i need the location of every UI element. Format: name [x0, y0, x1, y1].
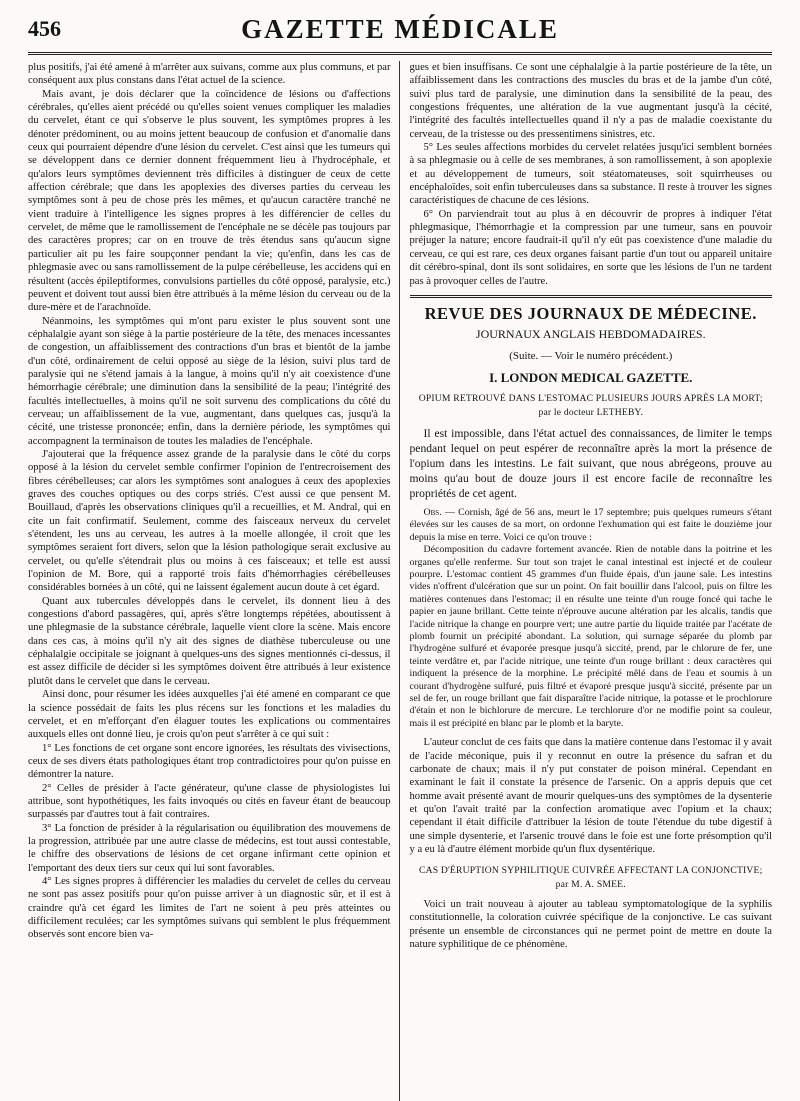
observation-label: Obs. [423, 506, 442, 518]
list-item: 4° Les signes propres à différencier les maladies du cervelet de celles du cerveau ne sont pas assez positifs pour qu'on puisse arriver à un diagnostic sûr, et il est à craindre qu'à cet égard les limites de l'art ne soient à peu près atteintes ou difficilement reculées; car les symptômes suivans qui semblent le plus fréquemment observés sont encore bien va- [28, 875, 391, 941]
article-author: par M. A. SMEE. [555, 878, 626, 890]
paragraph: Mais avant, je dois déclarer que la coïncidence de lésions ou d'affections cérébrales, qu'elles aient précédé ou qu'elles soient venues compliquer les maladies du cervelet, étant ce qui s'observe le plus souvent, les symptômes propres à les dénoter prédominent, ou au moins jettent beaucoup de confusion et d'anomalie dans ceux qui pourraient dépendre d'une lésion du cervelet. C'est ainsi que les tumeurs qui se développent dans ce dernier donnent fréquemment lieu à l'hydrocéphale, et qu'alors leurs symptômes deviennent très difficiles à distinguer de ceux de cette affection cérébrale; que dans les apoplexies des diverses parties du cerveau les symptômes sont à peu de chose près les mêmes, et qu'aucun caractère tranché ne vient traduire à l'intelligence les signes propres à les différencier de celles du cervelet, de même que le ramollissement de l'encéphale ne se décèle pas toujours par des caractères propres; car on en trouve de très étendus sans qu'aucun signe particulier ait pu les faire soupçonner pendant la vie; qu'enfin, dans les cas de phlegmasie avec ou sans ramollissement de la pulpe cérébelleuse, les accidens qui en résultent (accès épileptiformes, convulsions partielles du côté opposé, paralysie, etc.) peuvent et doivent tout aussi bien être attribués à la même lésion du cerveau ou de la dure-mère et de l'arachnoïde. [28, 88, 391, 314]
list-item: 2° Celles de présider à l'acte générateur, qu'une classe de physiologistes lui attribue, sont hypothétiques, les faits invoqués ou cités en faveur étant de beaucoup surpassés par d'autres tout à fait contraires. [28, 782, 391, 821]
paragraph: plus positifs, j'ai été amené à m'arrêter aux suivans, comme aux plus communs, et par conséquent aux plus constans dans l'état actuel de la science. [28, 62, 391, 87]
paragraph: gues et bien insuffisans. Ce sont une céphalalgie à la partie postérieure de la tête, un affaiblissement dans les contractions des muscles du bras et de la jambe d'un côté, suivi plus tard de paralysie, une diminution dans la sensibilité de la peau, des congestions fréquentes, une altération de la vue augmentant jusqu'à la cécité, l'intégrité des facultés intellectuelles quand il n'y a pas de maladie coexistante du cerveau, de la tristesse ou des pressentimens sinistres, etc. [409, 62, 772, 140]
page-number: 456 [28, 16, 61, 41]
article-intro: Voici un trait nouveau à ajouter au tableau symptomatologique de la syphilis constitutionnelle, la coloration cuivrée spécifique de la conjonctive. Le cas suivant présente un ensemble de circonstances qui ne permet point de mettre en doute la nature syphilitique de ce phénomène. [409, 899, 772, 951]
section-divider [410, 295, 773, 298]
section-subtitle: JOURNAUX ANGLAIS HEBDOMADAIRES. [475, 327, 706, 342]
page-header [28, 10, 772, 55]
journal-heading: I. LONDON MEDICAL GAZETTE. [489, 369, 693, 385]
observation-text: — Cornish, âgé de 56 ans, meurt le 17 septembre; puis quelques rumeurs s'étant élevées sur les causes de sa mort, on ordonne l'exhumation qui est faite le douzième jour depuis la mise en terre. Voici ce qu'on trouve : [409, 506, 772, 543]
article-title [410, 392, 773, 419]
list-item: 5° Les seules affections morbides du cervelet relatées jusqu'ici semblent bornées à sa phlegmasie ou à celle de ses membranes, à son ramollissement, à son apoplexie et au développement de tumeurs, soit stéatomateuses, soit squirrheuses ou encéphaloïdes, soit enfin tuberculeuses dans sa substance. Il reste à trouver les signes caractéristiques de chacune de ces lésions. [409, 142, 772, 207]
article-intro: Il est impossible, dans l'état actuel des connaissances, de limiter le temps pendant lequel on peut espérer de reconnaître après la mort la présence de l'opium dans les intestins. Le fait suivant, que nous abrégeons, prouve au moins qu'au bout de douze jours il est encore facile de reconnaître les propriétés de cet agent. [409, 426, 772, 500]
journal-title: GAZETTE MÉDICALE [241, 14, 559, 44]
suite-note: (Suite. — Voir le numéro précédent.) [509, 349, 673, 362]
section-title: REVUE DES JOURNAUX DE MÉDECINE. [424, 303, 757, 323]
list-item: 3° La fonction de présider à la régularisation ou équilibration des mouvemens de la progression, attribuée par une autre classe de médecins, est tout aussi contestable, le chiffre des observations de lésions de cet organe infirmant cette opinion et l'emportant des deux tiers sur ceux qui lui sont favorables. [28, 822, 391, 874]
article-title [410, 864, 773, 891]
observation-details: Décomposition du cadavre fortement avancée. Rien de notable dans la poitrine et les organes qu'elle renferme. Sur tout son trajet le canal intestinal est injecté et de couleur pourpre. L'estomac contient 45 grammes d'un fluide épais, d'un jaune sale. Les intestins vides n'offrent d'ulcération que sur un point. On fait bouillir dans l'alcool, puis on filtre les matières contenues dans l'estomac; il en résulte une teinte d'un rouge foncé qui tache le papier en jaune brillant. Cette teinte n'éprouve aucune altération par les alcalis, tandis que l'acide nitrique la change en pourpre vert; une autre partie du liquide traitée par l'acétate de plomb fournit un précipité abondant. La solution, qui surnage séparée du plomb par l'hydrogène sulfuré et évaporée presque jusqu'à siccité, prend, par le chlorure de fer, une teinte verdâtre et, par l'acide nitrique, une teinte d'un rouge brillant : deux caractères qui indiquent la présence de la morphine. Le précipité mêlé dans de l'eau et soumis à un courant d'hydrogène sulfuré, puis filtré et évaporé presque jusqu'à siccité, présente par un sel de fer, un rouge brillant que fait disparaître l'acide nitrique, la potasse et le prochlorure d'étain et non le bichlorure de mercure. Le terchlorure d'or ne modifie point sa couleur, mais il est précipité en blanc par le plomb et la baryte. [409, 544, 772, 729]
left-column [28, 61, 400, 1101]
article-author: par le docteur LETHEBY. [538, 406, 644, 418]
list-item: 1° Les fonctions de cet organe sont encore ignorées, les résultats des vivisections, ceux de ses divers états pathologiques étant trop contradictoires pour qu'on puisse en démontrer la nature. [28, 742, 391, 781]
paragraph: Néanmoins, les symptômes qui m'ont paru exister le plus souvent sont une céphalalgie ayant son siège à la partie postérieure de la tête, des menaces incessantes de congestion, un affaiblissement des contractions d'un bras et bientôt de la jambe d'un côté, ordinairement de celui opposé au siège de la lésion, suivi plus tard de paralysie qui ne s'étend jamais à la langue, à moins qu'il n'y ait coexistence d'une hémorrhagie cérébrale; une diminution dans la sensibilité de la peau; l'intégrité des facultés intellectuelles, à moins qu'il ne soit survenu des complications du côté du cerveau; un affaiblissement de la vue, augmentant, dans quelques cas, jusqu'à la cécité, une tristesse prononcée; enfin, dans la dernière période, les symptômes qui accompagnent la terminaison de toutes les maladies de l'encéphale. [28, 315, 391, 447]
paragraph: J'ajouterai que la fréquence assez grande de la paralysie dans le côté du corps opposé à la lésion du cervelet semble confirmer l'opinion de l'entrecroisement des fibres cérébelleuses; car alors les symptômes sont analogues à ceux des apoplexies graves des couches optiques ou des corps striés. C'est aussi ce que pensent M. Bouillaud, d'après les observations cliniques qu'il a recueillies, et M. Andral, qui en cite un fait confirmatif. Seulement, comme des faisceaux nerveux du cervelet s'étendent, les uns au cerveau, les autres à la moelle allongée, il croit que les symptômes seraient fort divers, selon que la lésion pathologique serait exclusive au cervelet, ou qu'elle s'étendrait plus ou moins à ces faisceaux; et telle est aussi l'opinion de M. Bore, qui a rapporté trois faits d'hémorrhagies cérébelleuses considérables bornées à un côté, qui ne laissent également aucun doute à cet égard. [28, 448, 391, 594]
article-title-line: CAS D'ÉRUPTION SYPHILITIQUE CUIVRÉE AFFECTANT LA CONJONCTIVE; [419, 865, 763, 877]
paragraph: Ainsi donc, pour résumer les idées auxquelles j'ai été amené en comparant ce que la science possédait de faits les plus récens sur les fonctions et les maladies du cervelet, et en m'efforçant d'en élaguer toutes les explications ou commentaires auxquels elles ont donné lieu, je crois qu'on peut s'arrêter à ce qui suit : [28, 689, 391, 741]
observation [410, 507, 773, 544]
right-column [400, 61, 773, 1101]
article-title-line: OPIUM RETROUVÉ DANS L'ESTOMAC PLUSIEURS JOURS APRÈS LA MORT; [418, 393, 763, 405]
list-item: 6° On parviendrait tout au plus à en découvrir de propres à indiquer l'état phlegmasique, l'hémorrhagie et la compression par une tumeur, sans en pouvoir préjuger la nature; encore faudrait-il qu'il n'y eût pas coexistence d'une maladie du cerveau, ce qui est rare, ces deux organes faisant partie d'un tout ou appareil unitaire dit cérébro-spinal, dont ils sont solidaires, en sorte que les lésions de l'un ne tardent pas à provoquer celles de l'autre. [409, 208, 772, 287]
article-conclusion: L'auteur conclut de ces faits que dans la matière contenue dans l'estomac il y avait de l'acide méconique, puis il y reconnut en outre la présence du safran et du carbonate de chaux; mais il n'y put constater de poison minéral. Cependant en examinant le fait il constate la présence de l'arsenic. On a appris depuis que cet homme avait présenté avant de mourir quelques-uns des symptômes de la dysenterie et qu'on l'avait traité par la confection aromatique avec l'opium et la chaux; cependant il était difficile d'attribuer la lésion de toute l'étendue du tube digestif à une simple dysenterie, et l'arsenic trouvé dans le foie est une forte présomption qu'il y a eu là d'autre élément morbide qu'un flux dysentérique. [409, 737, 772, 855]
columns [28, 61, 772, 1101]
paragraph: Quant aux tubercules développés dans le cervelet, ils donnent lieu à des congestions d'abord passagères, qui, après s'être longtemps répétées, aboutissent à une phlegmasie de la substance cérébrale, laquelle vient clore la scène. Mais encore dans ces cas, à moins qu'il n'y ait des signes de diathèse tuberculeuse ou une céphalalgie occipitale se joignant à quelques-uns des signes mentionnés ci-dessus, il est assez difficile de décider si les symptômes doivent être attribués à leur existence plutôt dans le cervelet que dans le cerveau. [28, 595, 391, 687]
